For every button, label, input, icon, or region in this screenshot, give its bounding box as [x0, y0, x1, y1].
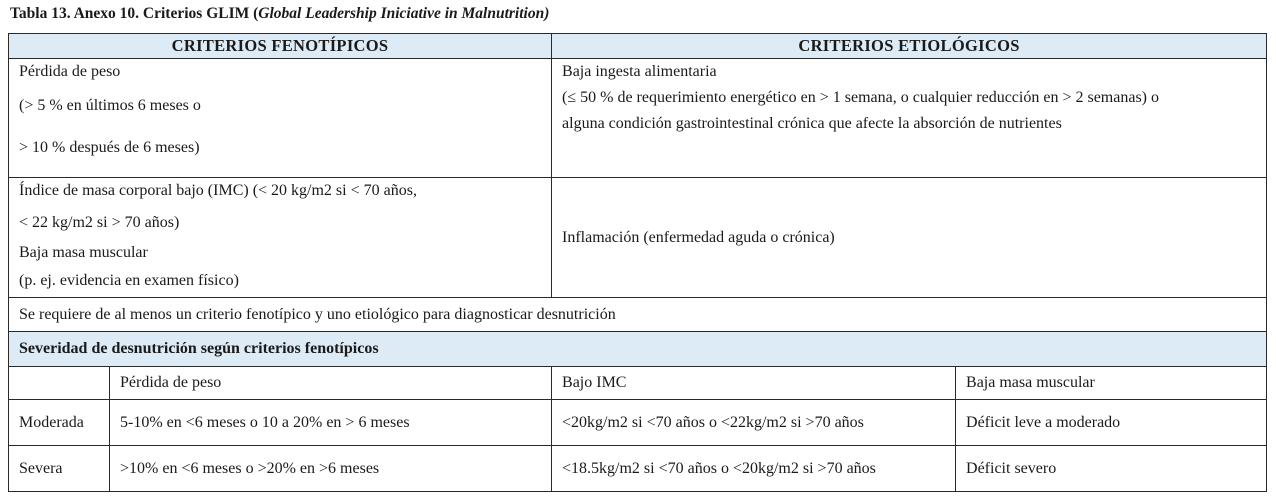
cell-line: (> 5 % en últimos 6 meses o	[19, 97, 201, 114]
etiologico-baja-ingesta	[552, 59, 1267, 178]
severity-masa-value: Déficit leve a moderado	[956, 400, 1267, 446]
severity-columns-row	[9, 367, 1267, 400]
cell-line: (≤ 50 % de requerimiento energético en > 1 semana, o cualquier reducción en > 2 semanas) o	[562, 89, 1159, 106]
severity-peso-value: >10% en <6 meses o >20% en >6 meses	[110, 446, 552, 492]
severity-imc-value: <20kg/m2 si <70 años o <22kg/m2 si >70 años	[552, 400, 956, 446]
severity-col-empty	[9, 367, 110, 400]
cell-line: Pérdida de peso	[19, 63, 121, 80]
fenotipico-perdida-peso	[9, 59, 552, 178]
cell-line: Baja masa muscular	[19, 244, 148, 261]
etiologico-inflamacion	[552, 178, 1267, 298]
header-etiologicos: CRITERIOS ETIOLÓGICOS	[552, 34, 1267, 59]
severity-row-moderada	[9, 400, 1267, 446]
cell-line: alguna condición gastrointestinal crónica que afecte la absorción de nutrientes	[562, 115, 1062, 132]
cell-line: < 22 kg/m2 si > 70 años)	[19, 214, 180, 231]
requirement-row	[9, 298, 1267, 332]
severity-col-peso: Pérdida de peso	[110, 367, 552, 400]
severity-header-row	[9, 332, 1267, 367]
severity-imc-value: <18.5kg/m2 si <70 años o <20kg/m2 si >70 años	[552, 446, 956, 492]
cell-line: Baja ingesta alimentaria	[562, 63, 717, 80]
cell-line: Índice de masa corporal bajo (IMC) (< 20 kg/m2 si < 70 años,	[19, 182, 417, 199]
severity-title: Severidad de desnutrición según criterios fenotípicos	[9, 332, 1267, 367]
severity-peso-value: 5-10% en <6 meses o 10 a 20% en > 6 meses	[110, 400, 552, 446]
severity-col-masa: Baja masa muscular	[956, 367, 1267, 400]
severity-label: Moderada	[9, 400, 110, 446]
cell-line: > 10 % después de 6 meses)	[19, 139, 200, 156]
table-caption	[10, 5, 549, 23]
caption-italic: Global Leadership Iniciative in Malnutrition)	[258, 5, 550, 22]
severity-masa-value: Déficit severo	[956, 446, 1267, 492]
requirement-text: Se requiere de al menos un criterio fenotípico y uno etiológico para diagnosticar desnutrición	[9, 298, 1267, 332]
fenotipico-imc-masa	[9, 178, 552, 298]
header-fenotipicos: CRITERIOS FENOTÍPICOS	[9, 34, 552, 59]
cell-line: (p. ej. evidencia en examen físico)	[19, 272, 239, 289]
glim-criteria-table	[8, 33, 1267, 492]
criteria-row-1	[9, 59, 1267, 178]
severity-row-severa	[9, 446, 1267, 492]
severity-label: Severa	[9, 446, 110, 492]
header-row	[9, 34, 1267, 59]
cell-line: Inflamación (enfermedad aguda o crónica)	[562, 228, 835, 246]
caption-prefix: Tabla 13. Anexo 10. Criterios GLIM (	[10, 5, 259, 22]
severity-col-imc: Bajo IMC	[552, 367, 956, 400]
criteria-row-2	[9, 178, 1267, 298]
